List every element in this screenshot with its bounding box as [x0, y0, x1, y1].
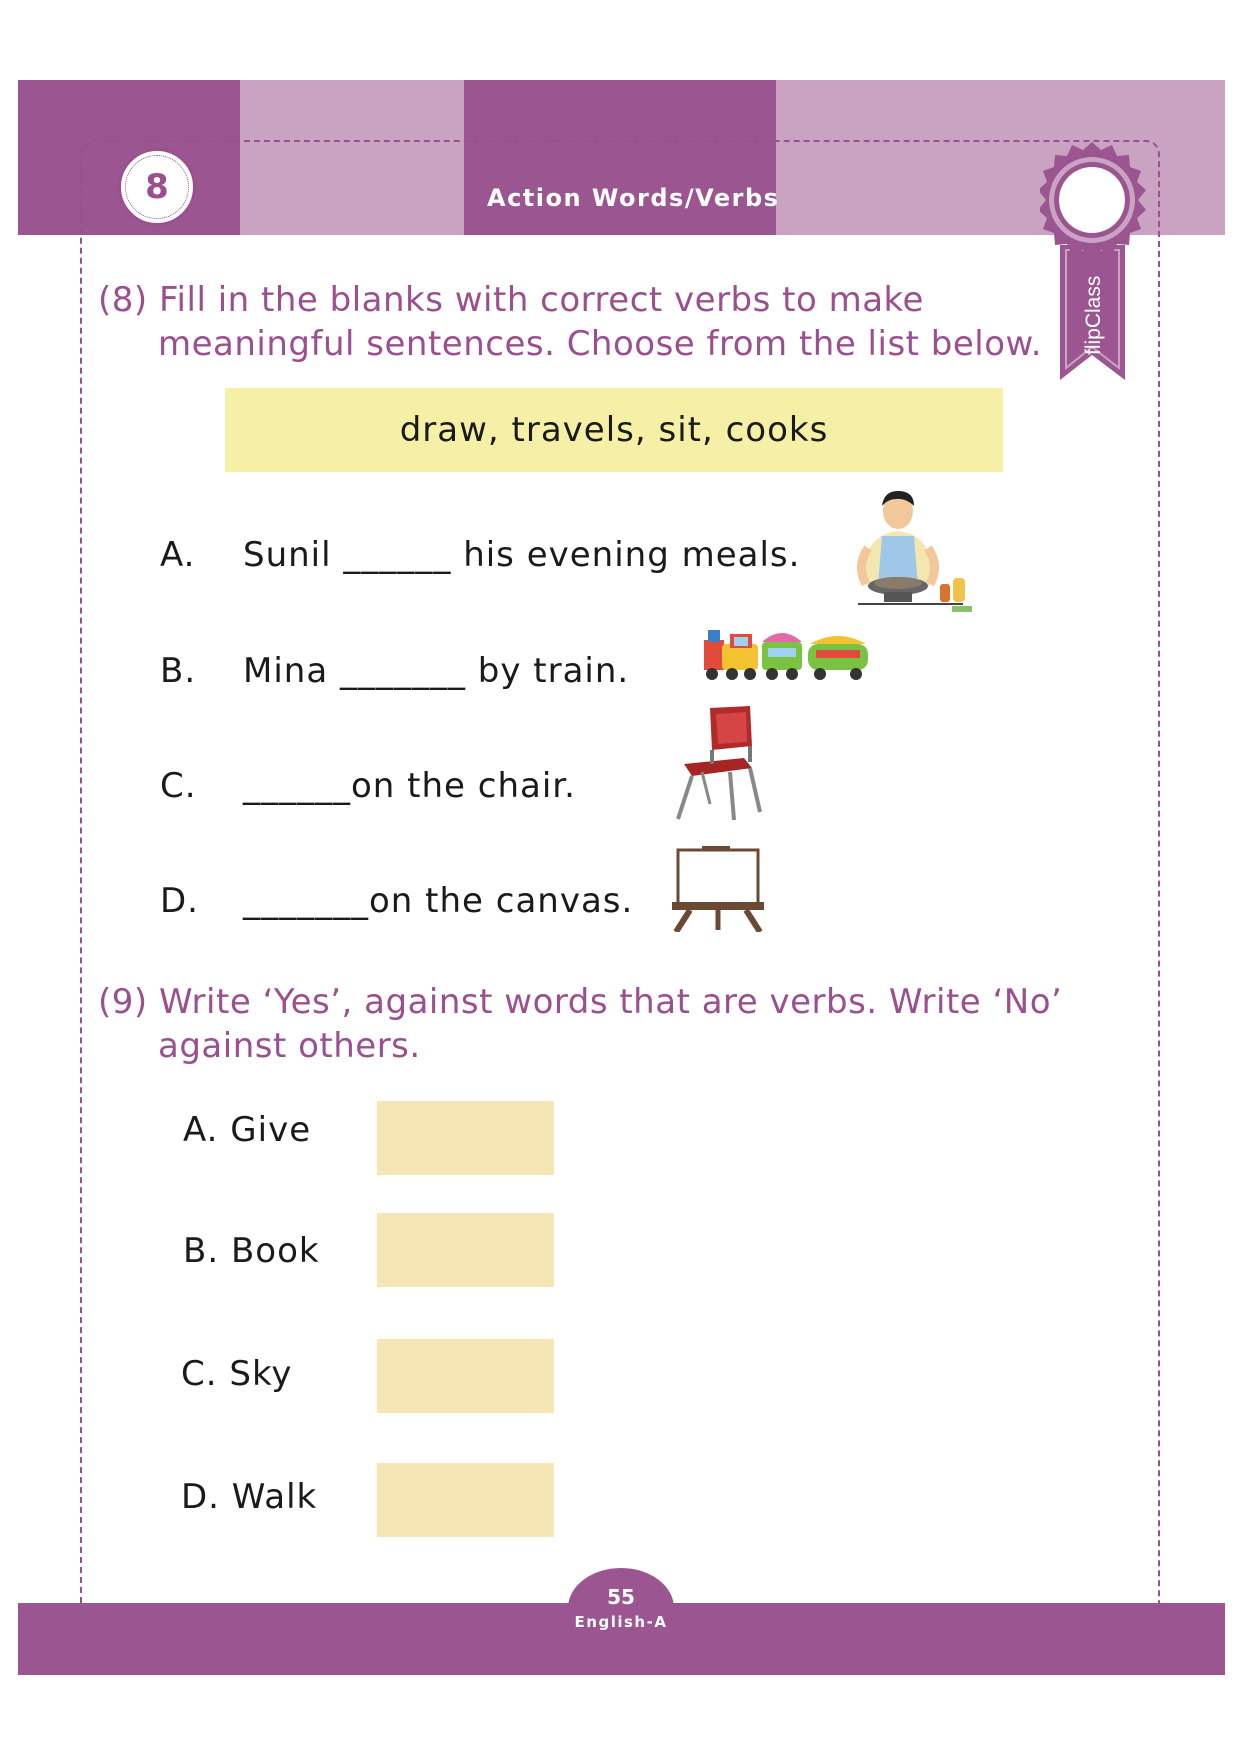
page-number: 55 [607, 1585, 635, 1609]
award-ribbon-icon [1040, 140, 1160, 390]
answer-box-b[interactable] [377, 1213, 554, 1287]
answer-box-a[interactable] [377, 1101, 554, 1175]
chapter-number-badge [118, 148, 196, 226]
question-8-line-1: (8) Fill in the blanks with correct verbs to make [98, 280, 924, 320]
answer-box-d[interactable] [377, 1463, 554, 1537]
man-cooking-icon [848, 486, 973, 614]
item-label: C. [160, 766, 197, 806]
question-9-line-2: against others. [158, 1026, 421, 1066]
item-label: D. [160, 881, 199, 921]
badge-brand-text: flipClass [1082, 275, 1105, 355]
toy-train-icon [700, 622, 872, 684]
question-9-word-d: D. Walk [181, 1477, 318, 1517]
item-sentence: Mina _______ by train. [243, 651, 630, 691]
chapter-title: Action Words/Verbs [487, 184, 780, 212]
easel-canvas-icon [672, 846, 764, 932]
question-9-word-c: C. Sky [181, 1354, 293, 1394]
book-name: English-A [574, 1613, 668, 1631]
question-9-line-1: (9) Write ‘Yes’, against words that are verbs. Write ‘No’ [98, 982, 1063, 1022]
item-label: B. [160, 651, 197, 691]
question-8-line-2: meaningful sentences. Choose from the list below. [158, 324, 1043, 364]
chair-icon [672, 704, 770, 824]
item-sentence: ______on the chair. [243, 766, 576, 806]
item-sentence: Sunil ______ his evening meals. [243, 535, 801, 575]
item-sentence: _______on the canvas. [243, 881, 634, 921]
answer-box-c[interactable] [377, 1339, 554, 1413]
question-9-word-a: A. Give [183, 1110, 312, 1150]
question-9-word-b: B. Book [183, 1231, 320, 1271]
item-label: A. [160, 535, 196, 575]
word-bank: draw, travels, sit, cooks [225, 388, 1003, 472]
chapter-number: 8 [125, 155, 189, 219]
